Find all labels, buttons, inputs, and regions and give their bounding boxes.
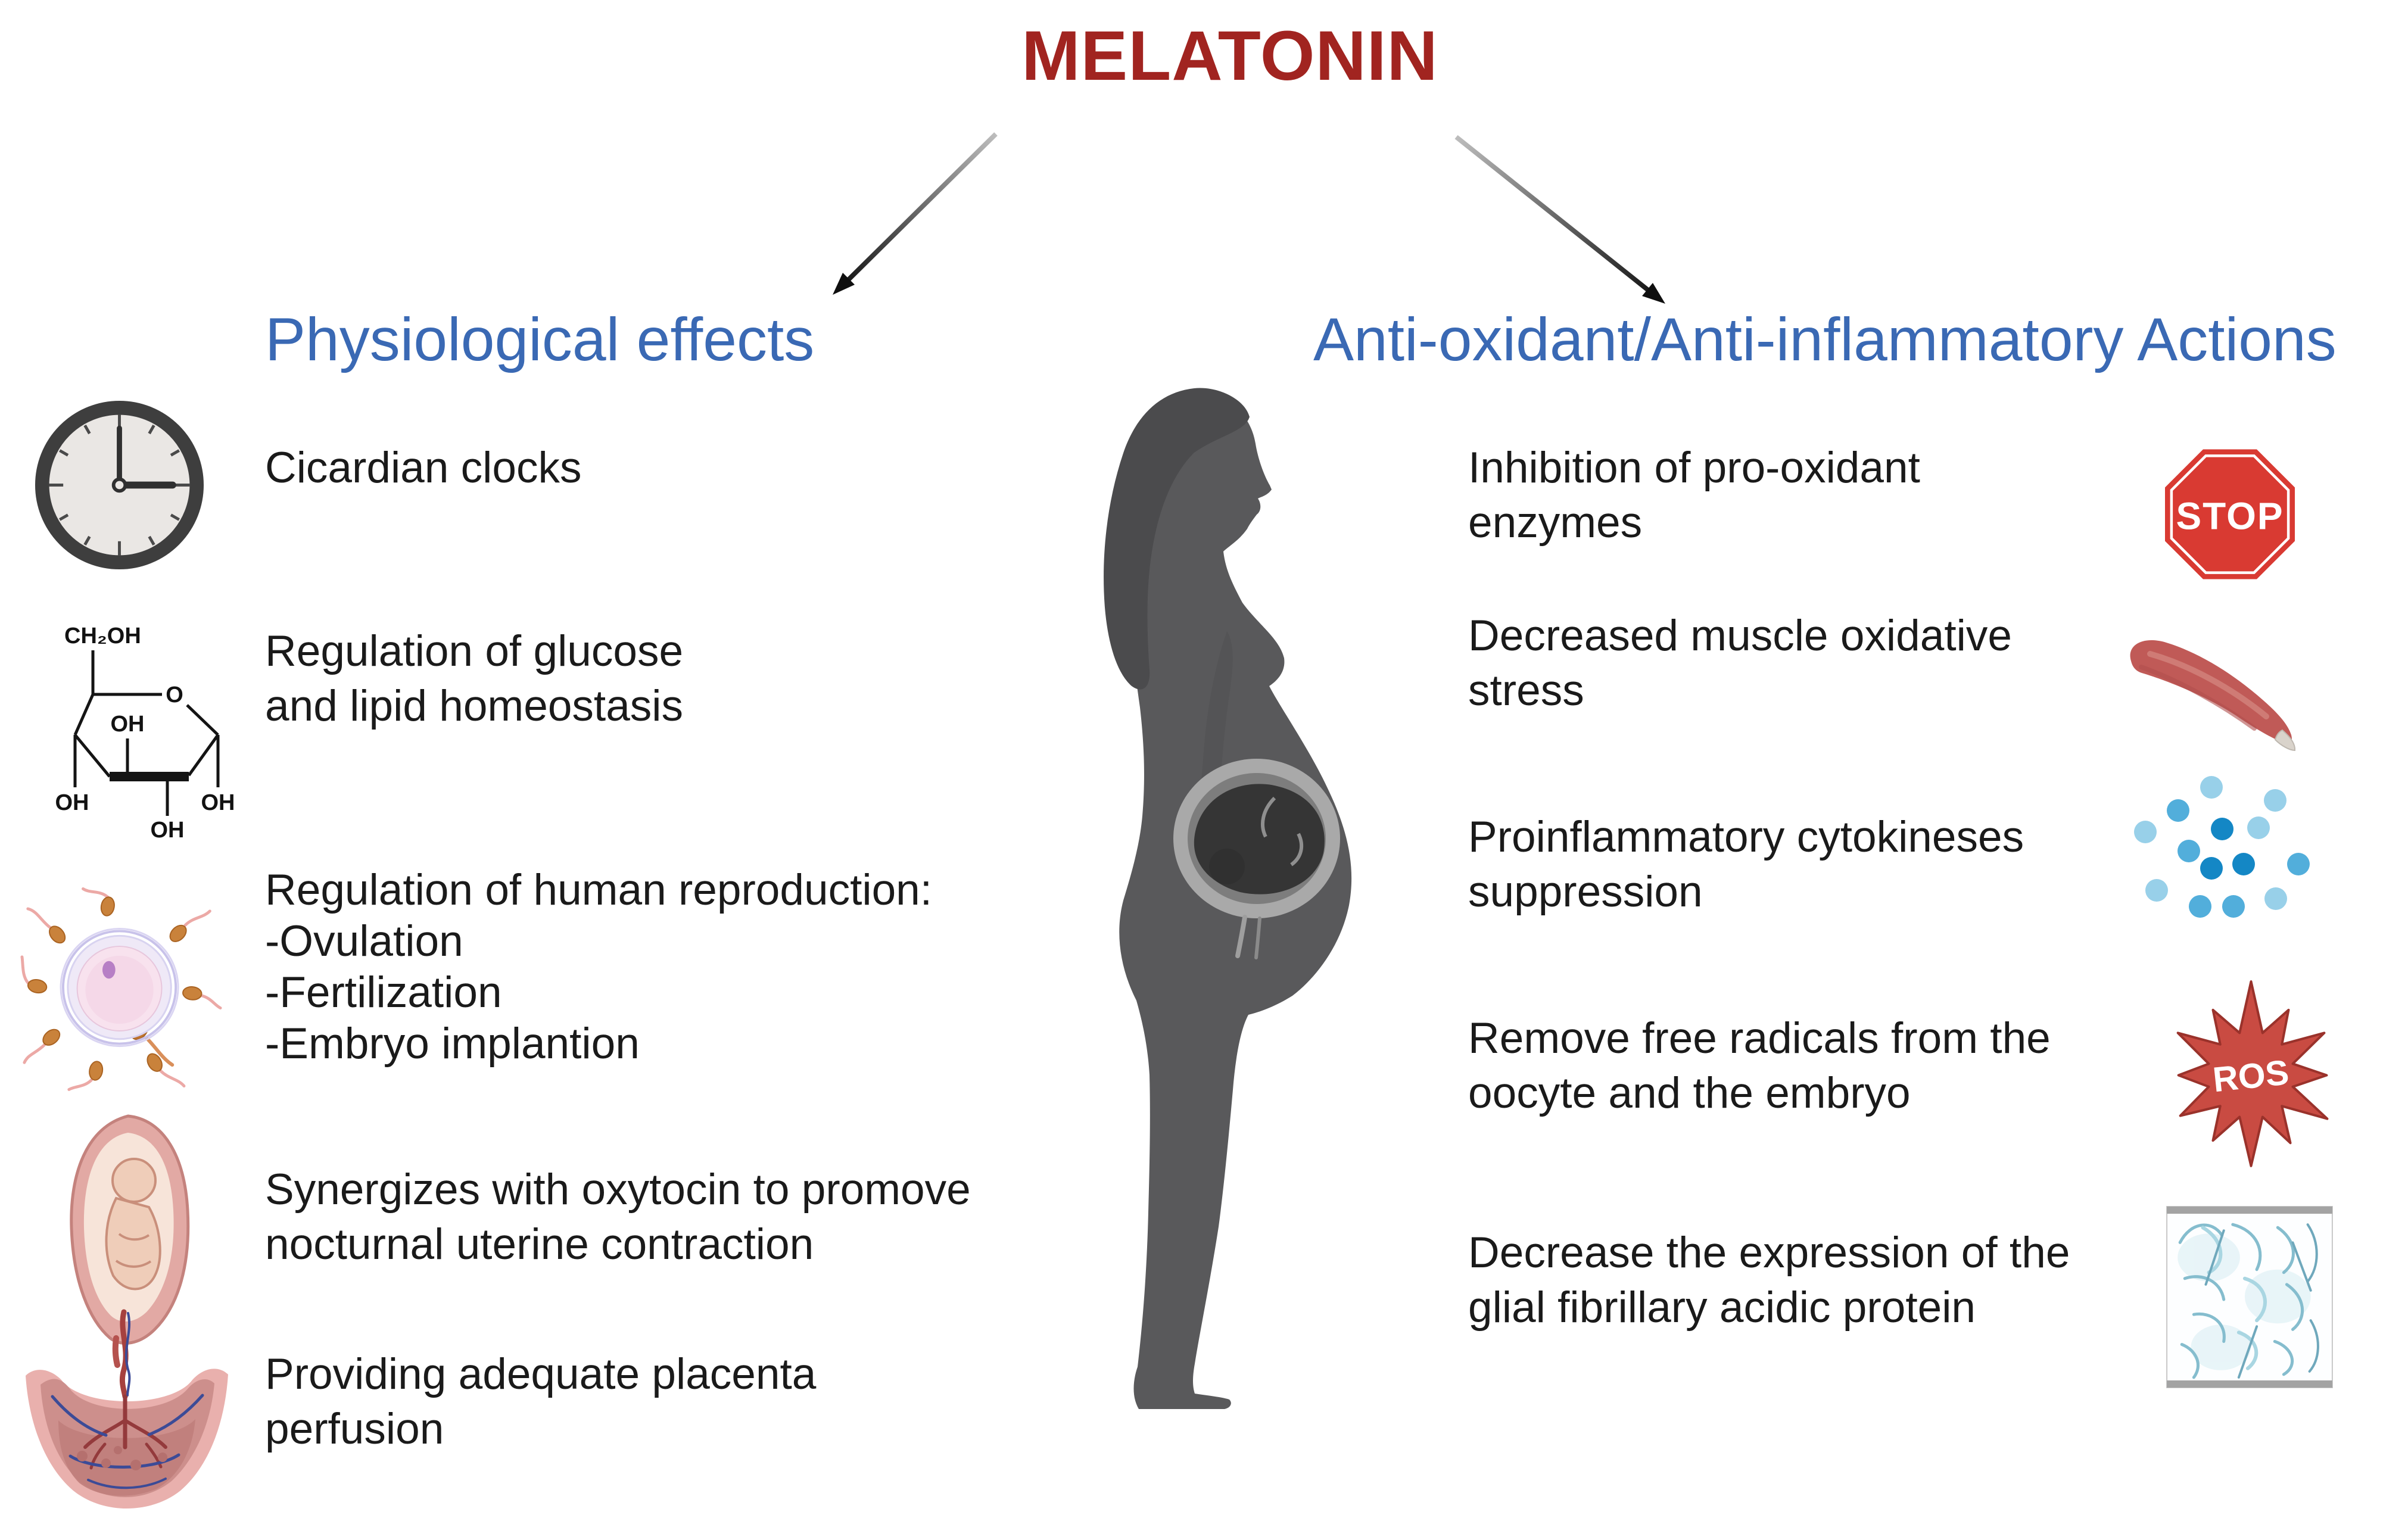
ch2oh-label: CH₂OH [64,624,141,649]
cytokine-dots-icon [2120,774,2323,929]
placenta-icon [17,1307,240,1519]
right-item-2-text: Proinflammatory cytokineses suppression [1468,813,2024,916]
ovum [61,928,178,1046]
right-item-3-text: Remove free radicals from the oocyte and the embryo [1468,1014,2051,1117]
left-item-3-text: Synergizes with oxytocin to promove nocturnal uterine contraction [265,1165,971,1268]
left-item-2-text: Regulation of human reproduction: -Ovulation -Fertilization -Embryo implantion [265,866,933,1068]
right-item-4-text: Decrease the expression of the glial fibrillary acidic protein [1468,1229,2070,1332]
left-section-header: Physiological effects [265,306,815,373]
fetus [107,1159,160,1289]
muscle-icon [2114,630,2320,758]
page-title: MELATONIN [1021,17,1438,95]
right-item-0-text: Inhibition of pro-oxidant enzymes [1468,444,1920,547]
ovum-sperm-icon [21,886,223,1092]
arrow-to-physiological [833,134,996,295]
ring-oxygen-label: O [166,682,183,707]
left-item-4-text: Providing adequate placenta perfusion [265,1350,817,1453]
left-item-1-text: Regulation of glucose and lipid homeostasis [265,627,684,730]
right-section-header: Anti-oxidant/Anti-inflammatory Actions [1313,306,2337,373]
oh-label-left: OH [55,790,89,815]
left-item-0-text: Cicardian clocks [265,444,582,492]
oh-label-inner: OH [110,712,145,737]
clock-icon [35,400,204,570]
glucose-molecule-icon [39,611,248,843]
muscle-tendon [2275,730,2295,750]
stop-sign-icon [2157,441,2303,588]
ovum-nucleus [102,961,116,979]
ros-label: ROS [2211,1053,2291,1100]
oh-label-bottom: OH [150,818,185,843]
stop-sign-label: STOP [2176,494,2284,538]
umbilical-cord [122,1312,129,1397]
gfap-fibers-icon [2167,1207,2332,1388]
arrow-to-antioxidant [1456,137,1665,304]
pregnant-woman-silhouette [1048,381,1358,1445]
ros-starburst-icon [2151,981,2351,1169]
oh-label-right: OH [201,790,235,815]
right-item-1-text: Decreased muscle oxidative stress [1468,612,2012,715]
